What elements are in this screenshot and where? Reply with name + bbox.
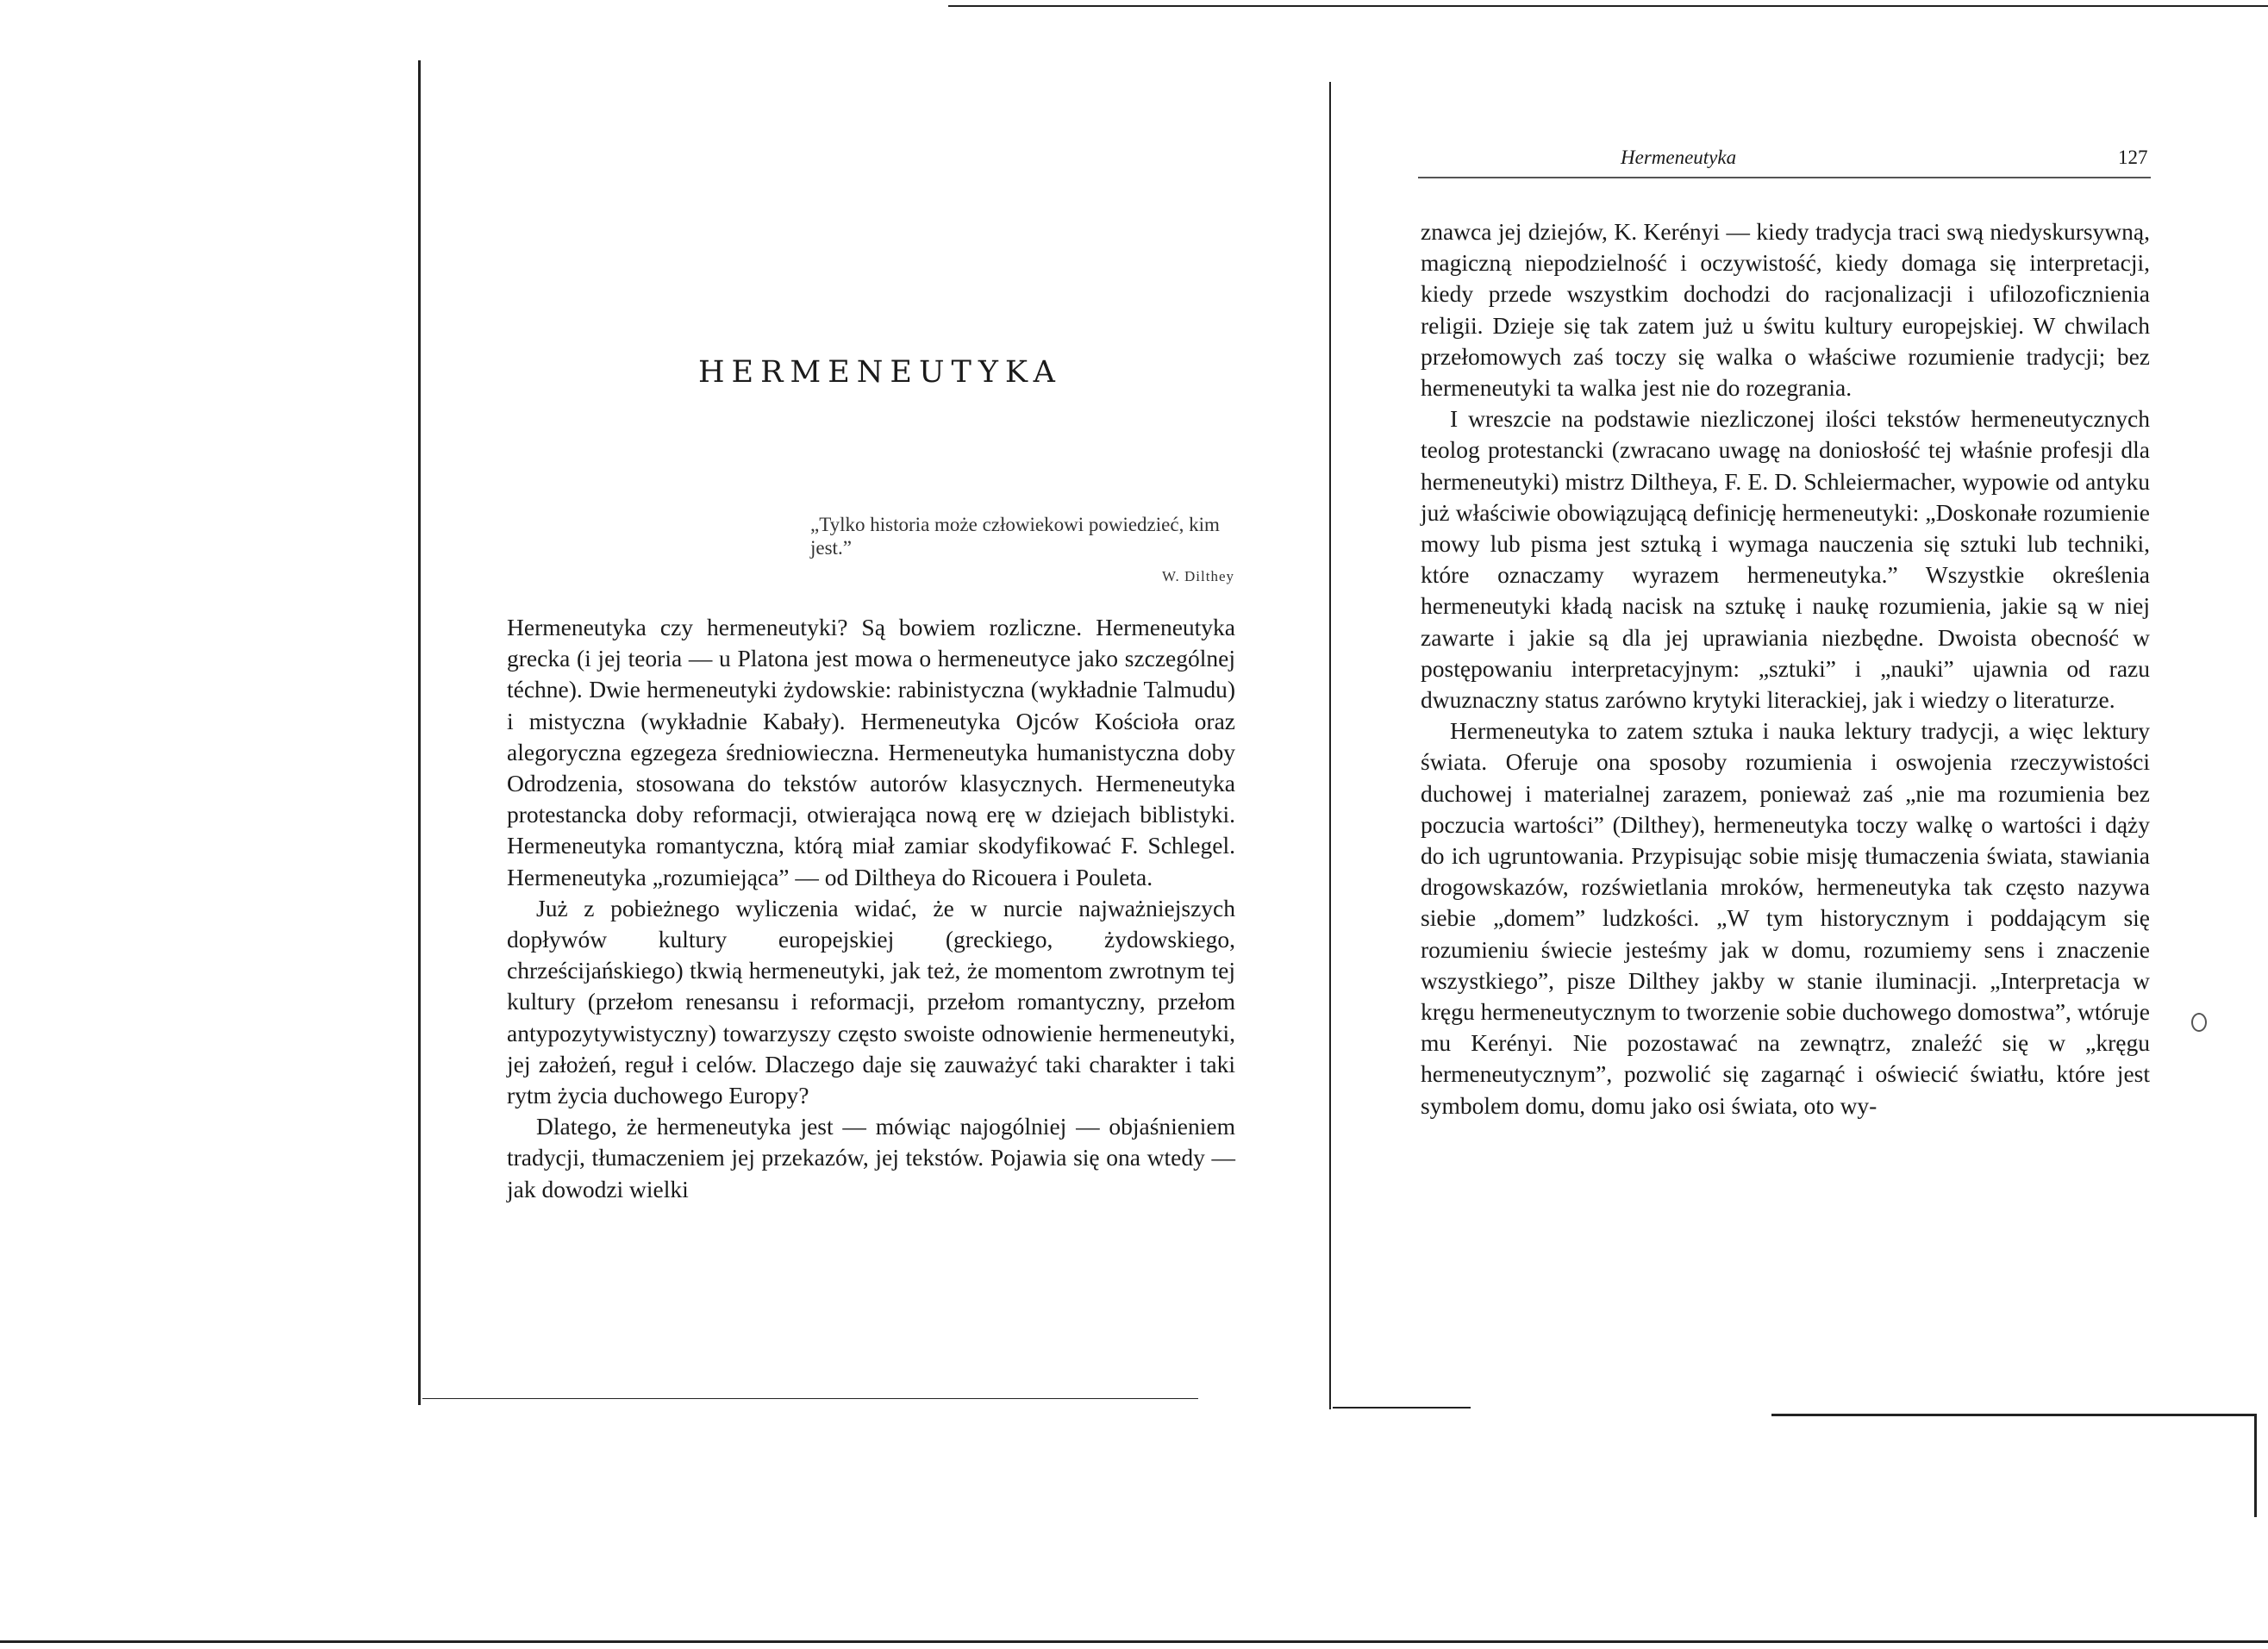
paragraph: znawca jej dziejów, K. Kerényi — kiedy tradycja traci swą niedyskursywną, magiczną niepodzielność i oczywistość, kiedy domaga się interpretacji, kiedy przede wszystkim dochodzi do racjonalizacji i ufilozoficznienia religii. Dzieje się tak zatem już u świtu kultury europejskiej. W chwilach przełomowych zaś toczy się walka o właściwe rozumienie tradycji; bez hermeneutyki ta walka jest nie do rozegrania.	[1421, 218, 2150, 402]
gutter-foot-line	[1333, 1407, 1471, 1409]
paragraph: I wreszcie na podstawie niezliczonej ilości tekstów hermeneutycznych teolog protestancki (zwracano uwagę na doniosłość tej właśnie profesji dla hermeneutyki) mistrz Diltheya, F. E. D. Schleiermacher, wypowie od antyku już właściwie obowiązującą definicję hermeneutyki: „Doskonałe rozumienie mowy lub pisma jest sztuką i wymaga nauczenia się sztuki lub techniki, które oznaczamy wyrazem hermeneutyka.” Wszystkie określenia hermeneutyki kładą nacisk na sztukę i naukę rozumienia, jakie są w niej zawarte i jakie są dla jej uprawiania niezbędne. Dwoista obecność w postępowaniu interpretacyjnym: „sztuki” i „nauki” ujawnia od razu dwuznaczny status zarówno krytyki literackiej, jak i wiedzy o literaturze.	[1421, 405, 2150, 714]
paragraph: Hermeneutyka czy hermeneutyki? Są bowiem rozliczne. Hermeneutyka grecka (i jej teoria — u Platona jest mowa o hermeneutyce jako szczególnej téchne). Dwie hermeneutyki żydowskie: rabinistyczna (wykładnie Talmudu) i mistyczna (wykładnie Kabały). Hermeneutyka Ojców Kościoła oraz alegoryczna egzegeza średniowieczna. Hermeneutyka humanistyczna doby Odrodzenia, stosowana do tekstów autorów klasycznych. Hermeneutyka protestancka doby reformacji, otwierająca nową erę w dziejach biblistyki. Hermeneutyka romantyczna, którą miał zamiar skodyfikować F. Schlegel. Hermeneutyka „rozumiejąca” — od Diltheya do Ricouera i Pouleta.	[507, 614, 1235, 890]
right-page-edge	[2254, 1414, 2257, 1517]
gutter-line	[1329, 82, 1331, 1409]
right-page-bottom-line	[1771, 1414, 2254, 1416]
margin-circle-mark	[2191, 1013, 2207, 1032]
running-head: Hermeneutyka	[1621, 147, 1737, 168]
page-number: 127	[2118, 147, 2148, 168]
epigraph-author: W. Dilthey	[1162, 568, 1234, 584]
epigraph-quote: „Tylko historia może człowiekowi powiedzieć, kim jest.”	[810, 514, 1220, 559]
chapter-title: HERMENEUTYKA	[698, 355, 1062, 390]
paragraph: Już z pobieżnego wyliczenia widać, że w nurcie najważniejszych dopływów kultury europejskiej (greckiego, żydowskiego, chrześcijańskiego) tkwią hermeneutyki, jak też, że momentom zwrotnym tej kultury (przełom renesansu i reformacji, przełom romantyczny, przełom antypozytywistyczny) towarzyszy często swoiste odnowienie hermeneutyki, jej założeń, reguł i celów. Dlaczego daje się zauważyć taki charakter i taki rytm życia duchowego Europy?	[507, 894, 1235, 1109]
paragraph: Dlatego, że hermeneutyka jest — mówiąc najogólniej — objaśnieniem tradycji, tłumaczeniem jej przekazów, jej tekstów. Pojawia się ona wtedy — jak dowodzi wielki	[507, 1113, 1235, 1202]
header-rule	[1418, 177, 2151, 178]
paragraph: Hermeneutyka to zatem sztuka i nauka lektury tradycji, a więc lektury świata. Oferuje ona sposoby rozumienia i oswojenia rzeczywistości duchowej i materialnej zarazem, ponieważ zaś „nie ma rozumienia bez poczucia wartości” (Dilthey), hermeneutyka toczy walkę o wartości i dąży do ich ugruntowania. Przypisując sobie misję tłumaczenia świata, stawiania drogowskazów, rozświetlania mroków, hermeneutyka tak często nazywa siebie „domem” ludzkości. „W tym historycznym i poddającym się rozumieniu świecie jesteśmy jak w domu, rozumiemy sens i znaczenie wszystkiego”, pisze Dilthey jakby w stanie iluminacji. „Interpretacja w kręgu hermeneutycznym to tworzenie sobie duchowego domostwa”, wtóruje mu Kerényi. Nie pozostawać na zewnątrz, znaleźć się w „kręgu hermeneutycznym”, pozwolić się zagarnąć i oświecić światłu, które jest symbolem domu, domu jako osi świata, oto wy-	[1421, 717, 2150, 1119]
right-body-text	[1421, 216, 2150, 1121]
